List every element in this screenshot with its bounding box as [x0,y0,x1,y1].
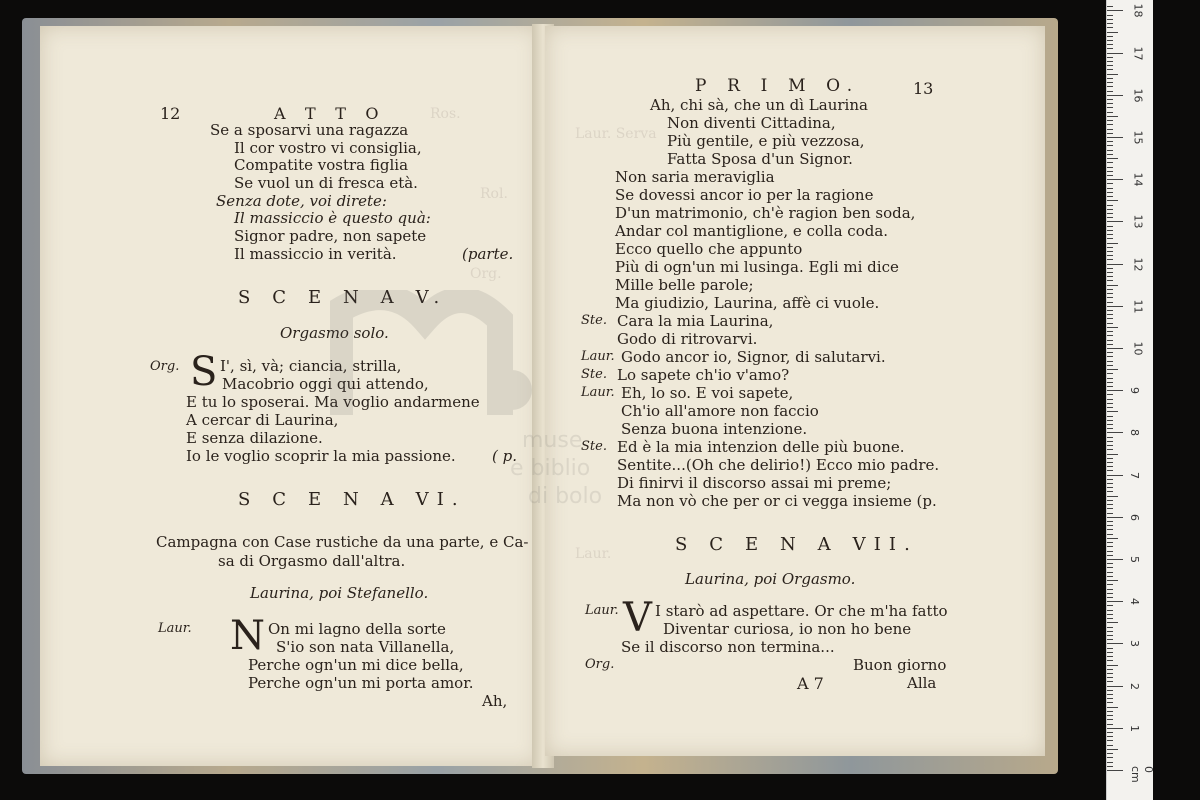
ruler-tick [1107,525,1113,526]
ruler-tick [1107,99,1113,100]
ruler-tick [1107,736,1113,737]
ruler-tick [1107,635,1113,636]
ruler-tick [1107,373,1113,374]
ruler-tick [1107,584,1113,585]
ruler-tick [1107,327,1118,328]
ruler-tick [1107,622,1118,623]
ruler-tick [1107,601,1123,602]
ruler-tick [1107,238,1113,239]
ruler-tick [1107,504,1113,505]
ruler-tick [1107,411,1118,412]
speaker-label: Org. [585,657,615,672]
ruler-tick [1107,732,1113,733]
watermark-text: e biblio [510,456,591,481]
watermark-text: di bolo [528,484,603,509]
ruler-tick [1107,230,1113,231]
prose-line: Andar col mantiglione, e colla coda. [615,222,889,240]
ruler-tick [1107,673,1113,674]
page-number: 13 [913,79,934,98]
ruler-tick [1107,192,1113,193]
ruler-number: 6 [1128,513,1141,521]
ruler-tick [1107,293,1113,294]
show-through-text: Ros. [430,106,461,122]
ruler-tick [1107,209,1113,210]
ruler-tick [1107,470,1113,471]
ruler-tick [1107,690,1113,691]
ruler-tick [1107,276,1113,277]
ruler-tick [1107,306,1123,307]
ruler-tick [1107,259,1113,260]
ruler-tick [1107,686,1123,687]
dialogue-line: Sentite...(Oh che delirio!) Ecco mio padre. [617,456,940,474]
ruler-tick [1107,728,1123,729]
ruler-tick [1107,40,1113,41]
verse-line: Fatta Sposa d'un Signor. [667,150,853,168]
ruler-tick [1107,458,1113,459]
prose-line: E senza dilazione. [186,429,323,447]
speaker-label: Laur. [581,349,615,364]
ruler-tick [1107,352,1113,353]
prose-line: A cercar di Laurina, [186,411,339,429]
ruler-tick [1107,745,1113,746]
speaker-label: Ste. [581,313,607,328]
ruler-tick [1107,618,1113,619]
ruler-tick [1107,403,1113,404]
ruler-tick [1107,424,1113,425]
catchword: Ah, [482,692,508,710]
right-page [545,26,1045,756]
ruler-tick [1107,32,1118,33]
ruler-tick [1107,289,1113,290]
verse-line: Senza dote, voi direte: [216,192,387,210]
ruler-tick [1107,386,1113,387]
ruler-tick [1107,614,1113,615]
ruler-tick [1107,466,1113,467]
ruler-tick [1107,378,1113,379]
ruler-tick [1107,677,1113,678]
ruler-number: 11 [1131,299,1145,314]
speaker-label: Ste. [581,367,607,382]
ruler-tick [1107,563,1113,564]
ruler-tick [1107,251,1113,252]
ruler-tick [1107,285,1118,286]
ruler-tick [1107,555,1113,556]
ruler-number: 17 [1131,46,1145,61]
ruler-tick [1107,538,1118,539]
dialogue-line: Ed è la mia intenzion delle più buone. [617,438,905,456]
ruler-tick [1107,517,1123,518]
show-through-text: Rol. [480,186,508,202]
dialogue-line: Godo di ritrovarvi. [617,330,758,348]
dialogue-line: I starò ad aspettare. Or che m'ha fatto [655,602,948,620]
ruler-tick [1107,196,1113,197]
ruler-tick [1107,740,1113,741]
ruler-tick [1107,454,1118,455]
ruler-tick [1107,310,1113,311]
ruler-tick [1107,23,1113,24]
ruler-tick [1107,103,1113,104]
ruler-tick [1107,154,1113,155]
speaker-label: Laur. [158,621,192,636]
ruler-tick [1107,542,1113,543]
dialogue-line: Di finirvi il discorso assai mi preme; [617,474,892,492]
ruler-tick [1107,698,1113,699]
ruler-tick [1107,420,1113,421]
ruler-tick [1107,65,1113,66]
ruler-tick [1107,112,1113,113]
drop-capital: V [623,595,652,641]
ruler-tick [1107,158,1118,159]
dialogue-line: Lo sapete ch'io v'amo? [617,366,790,384]
ruler-tick [1107,567,1113,568]
ruler-tick [1107,213,1113,214]
ruler-number: 15 [1131,130,1145,145]
scene-cast: Laurina, poi Stefanello. [250,584,429,602]
ruler-tick [1107,521,1113,522]
ruler-tick [1107,272,1113,273]
ruler-tick [1107,534,1113,535]
ruler-tick [1107,724,1113,725]
ruler-tick [1107,546,1113,547]
ruler-tick [1107,15,1113,16]
catchword: Alla [907,674,937,692]
verse-line: Il massiccio in verità. [234,245,397,263]
ruler-tick [1107,707,1118,708]
ruler-number: 12 [1131,257,1145,272]
ruler-tick [1107,53,1123,54]
ruler-tick [1107,437,1113,438]
ruler-number: 13 [1131,214,1145,229]
ruler-tick [1107,711,1113,712]
speaker-label: Org. [150,359,180,374]
ruler-tick [1107,340,1113,341]
verse-line: On mi lagno della sorte [268,620,446,638]
ruler-tick [1107,487,1113,488]
ruler-unit-label: 0 cm [1129,766,1155,783]
ruler-tick [1107,479,1113,480]
prose-line: D'un matrimonio, ch'è ragion ben soda, [615,204,916,222]
ruler-tick [1107,243,1118,244]
ruler-tick [1107,639,1113,640]
prose-line: Non saria meraviglia [615,168,775,186]
prose-line: Io le voglio scoprir la mia passione. [186,447,456,465]
ruler-tick [1107,753,1113,754]
ruler-tick [1107,445,1113,446]
show-through-text: Laur. [575,546,612,562]
dialogue-line: Senza buona intenzione. [621,420,808,438]
verse-line: Perche ogn'un mi porta amor. [248,674,474,692]
verse-line: Più gentile, e più vezzosa, [667,132,865,150]
ruler-tick [1107,356,1113,357]
running-head: A T T O [274,104,386,123]
scene-heading: S C E N A V. [238,287,448,308]
ruler-tick [1107,766,1113,767]
ruler-tick [1107,475,1123,476]
speaker-label: Ste. [581,439,607,454]
watermark-text: muse [522,428,583,453]
ruler-tick [1107,234,1113,235]
ruler-tick [1107,593,1113,594]
ruler-number: 8 [1128,429,1141,437]
ruler-tick [1107,226,1113,227]
ruler-tick [1107,175,1113,176]
ruler-tick [1107,129,1113,130]
ruler-tick [1107,48,1113,49]
ruler-tick [1107,394,1113,395]
ruler-tick [1107,669,1113,670]
ruler-tick [1107,757,1113,758]
ruler-tick [1107,399,1113,400]
ruler-tick [1107,719,1113,720]
setting-line: sa di Orgasmo dall'altra. [218,552,406,570]
ruler-tick [1107,627,1113,628]
ruler-tick [1107,491,1113,492]
verse-line: Perche ogn'un mi dice bella, [248,656,464,674]
ruler-tick [1107,44,1113,45]
ruler-tick [1107,57,1113,58]
scene-heading: S C E N A VII. [675,534,918,555]
show-through-text: Laur. Serva [575,126,657,142]
ruler-tick [1107,179,1123,180]
ruler-tick [1107,82,1113,83]
dialogue-line: Buon giorno [853,656,947,674]
ruler-tick [1107,508,1113,509]
ruler-tick [1107,648,1113,649]
prose-line: E tu lo sposerai. Ma voglio andarmene [186,393,480,411]
ruler-tick [1107,78,1113,79]
ruler-tick [1107,382,1113,383]
ruler-tick [1107,221,1123,222]
ruler-tick [1107,10,1123,11]
ruler-number: 9 [1128,387,1141,395]
ruler-tick [1107,86,1113,87]
ruler-tick [1107,133,1113,134]
running-head: P R I M O. [695,76,860,96]
ruler-tick [1107,369,1118,370]
ruler-tick [1107,91,1113,92]
ruler-tick [1107,580,1118,581]
ruler-tick [1107,610,1113,611]
ruler-tick [1107,264,1123,265]
ruler-tick [1107,74,1118,75]
ruler-tick [1107,331,1113,332]
ruler-tick [1107,500,1113,501]
ruler-tick [1107,462,1113,463]
ruler-tick [1107,183,1113,184]
ruler-tick [1107,715,1113,716]
ruler-tick [1107,652,1113,653]
dialogue-line: Se il discorso non termina... [621,638,835,656]
ruler-tick [1107,605,1113,606]
dialogue-line: Cara la mia Laurina, [617,312,774,330]
ruler-tick [1107,162,1113,163]
ruler-tick [1107,6,1113,7]
scene-cast: Orgasmo solo. [280,324,389,342]
ruler-tick [1107,69,1113,70]
ruler-tick [1107,762,1113,763]
ruler-tick [1107,124,1113,125]
stage-direction: ( p. [492,447,517,465]
measurement-ruler [1106,0,1153,800]
ruler-tick [1107,205,1113,206]
dialogue-line: Eh, lo so. E voi sapete, [621,384,794,402]
ruler-number: 3 [1128,640,1141,648]
ruler-tick [1107,137,1123,138]
ruler-tick [1107,145,1113,146]
ruler-tick [1107,656,1113,657]
verse-line: Il massiccio è questo quà: [234,209,431,227]
ruler-tick [1107,348,1123,349]
ruler-tick [1107,428,1113,429]
verse-line: Ah, chi sà, che un dì Laurina [650,96,868,114]
verse-line: Se vuol un di fresca età. [234,174,418,192]
prose-line: Ecco quello che appunto [615,240,803,258]
ruler-tick [1107,107,1113,108]
prose-line: Macobrio oggi qui attendo, [222,375,429,393]
ruler-tick [1107,643,1123,644]
speaker-label: Laur. [581,385,615,400]
ruler-tick [1107,36,1113,37]
dialogue-line: Godo ancor io, Signor, di salutarvi. [621,348,886,366]
prose-line: Mille belle parole; [615,276,754,294]
ruler-tick [1107,589,1113,590]
ruler-tick [1107,572,1113,573]
ruler-tick [1107,597,1113,598]
ruler-tick [1107,19,1113,20]
ruler-tick [1107,280,1113,281]
ruler-number: 5 [1128,556,1141,563]
setting-line: Campagna con Case rustiche da una parte, e Ca- [156,533,529,551]
ruler-number: 2 [1128,682,1141,690]
verse-line: S'io son nata Villanella, [276,638,455,656]
verse-line: Se a sposarvi una ragazza [210,121,409,139]
ruler-tick [1107,200,1118,201]
dialogue-line: Diventar curiosa, io non ho bene [663,620,912,638]
ruler-tick [1107,335,1113,336]
ruler-tick [1107,141,1113,142]
verse-line: Compatite vostra figlia [234,156,409,174]
ruler-tick [1107,255,1113,256]
prose-line: Ma giudizio, Laurina, affè ci vuole. [615,294,880,312]
dialogue-line: Ch'io all'amore non faccio [621,402,819,420]
ruler-tick [1107,496,1118,497]
ruler-tick [1107,150,1113,151]
ruler-tick [1107,323,1113,324]
ruler-tick [1107,171,1113,172]
verse-line: Non diventi Cittadina, [667,114,836,132]
ruler-tick [1107,681,1113,682]
ruler-number: 14 [1131,172,1145,187]
ruler-tick [1107,416,1113,417]
ruler-tick [1107,344,1113,345]
ruler-tick [1107,188,1113,189]
ruler-tick [1107,95,1123,96]
ruler-tick [1107,247,1113,248]
museum-watermark-logo [330,290,540,420]
ruler-tick [1107,297,1113,298]
prose-line: Più di ogn'un mi lusinga. Egli mi dice [615,258,899,276]
ruler-number: 4 [1128,598,1141,606]
ruler-tick [1107,268,1113,269]
ruler-tick [1107,665,1118,666]
ruler-tick [1107,432,1123,433]
ruler-tick [1107,660,1113,661]
ruler-tick [1107,483,1113,484]
prose-line: I', sì, và; ciancia, strilla, [220,357,402,375]
ruler-tick [1107,770,1123,771]
ruler-tick [1107,407,1113,408]
scene-cast: Laurina, poi Orgasmo. [685,570,856,588]
ruler-tick [1107,314,1113,315]
ruler-tick [1107,513,1113,514]
ruler-tick [1107,217,1113,218]
dialogue-line: Ma non vò che per or ci vegga insieme (p. [617,492,937,510]
ruler-tick [1107,449,1113,450]
speaker-label: Laur. [585,603,619,618]
ruler-tick [1107,302,1113,303]
ruler-tick [1107,365,1113,366]
ruler-tick [1107,576,1113,577]
verse-line: Signor padre, non sapete [234,227,427,245]
ruler-tick [1107,551,1113,552]
ruler-tick [1107,559,1123,560]
signature-mark: A 7 [797,674,824,693]
ruler-tick [1107,61,1113,62]
drop-capital: S [190,349,218,395]
ruler-tick [1107,116,1118,117]
stage-direction: (parte. [462,245,514,263]
ruler-tick [1107,318,1113,319]
ruler-number: 1 [1128,724,1141,732]
ruler-tick [1107,441,1113,442]
show-through-text: Org. [470,266,502,282]
ruler-number: 7 [1128,471,1141,479]
ruler-number: 10 [1131,341,1145,356]
ruler-tick [1107,361,1113,362]
ruler-tick [1107,749,1118,750]
verse-line: Il cor vostro vi consiglia, [234,139,422,157]
page-number: 12 [160,104,181,123]
ruler-tick [1107,702,1113,703]
ruler-tick [1107,167,1113,168]
ruler-tick [1107,631,1113,632]
ruler-tick [1107,27,1113,28]
drop-capital: N [230,613,265,659]
scene-heading: S C E N A VI. [238,489,466,510]
prose-line: Se dovessi ancor io per la ragione [615,186,874,204]
ruler-tick [1107,529,1113,530]
ruler-tick [1107,694,1113,695]
ruler-number: 18 [1131,3,1145,18]
ruler-tick [1107,120,1113,121]
ruler-tick [1107,390,1123,391]
ruler-number: 16 [1131,88,1145,103]
